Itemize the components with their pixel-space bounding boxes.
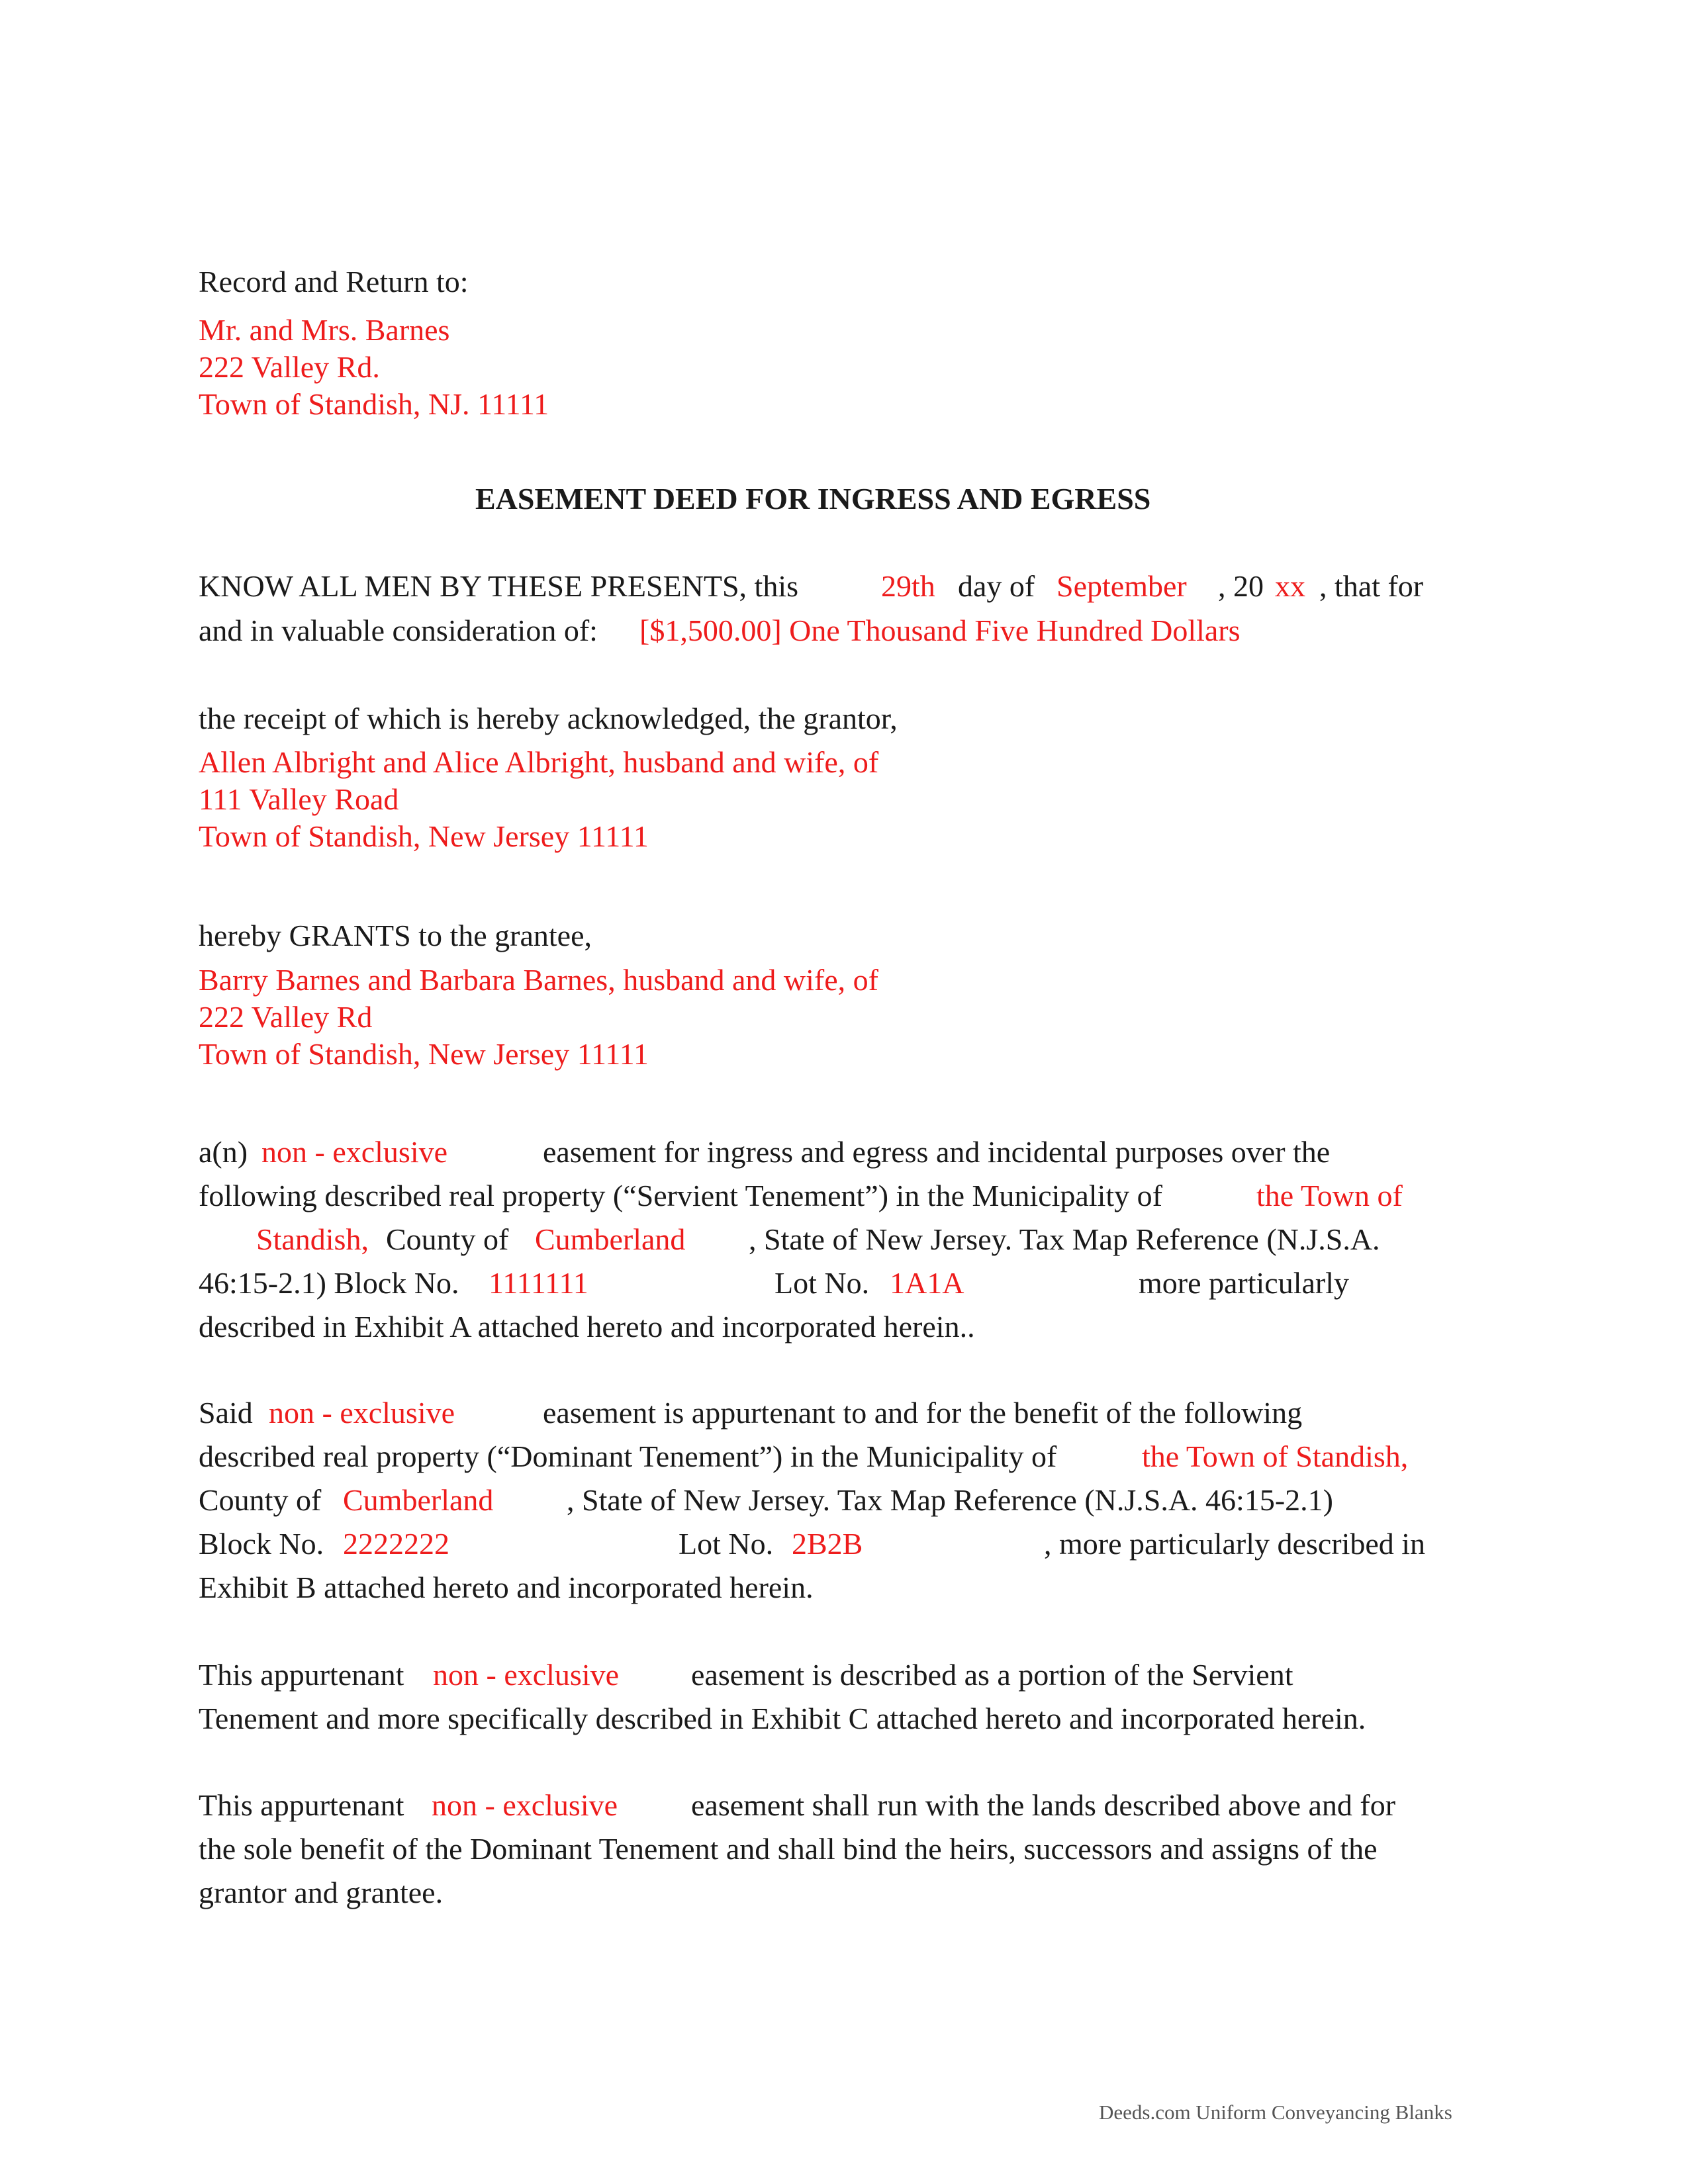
grantor-street: 111 Valley Road bbox=[199, 782, 399, 816]
intro-year-suffix: xx bbox=[1275, 569, 1305, 603]
consideration-label: and in valuable consideration of: bbox=[199, 614, 598, 647]
intro-day: 29th bbox=[881, 569, 935, 603]
return-street: 222 Valley Rd. bbox=[199, 350, 380, 384]
intro-day-of: day of bbox=[958, 569, 1035, 603]
servient-block: 1111111 bbox=[489, 1266, 588, 1300]
return-name: Mr. and Mrs. Barnes bbox=[199, 313, 450, 347]
dominant-lot-label: Lot No. bbox=[679, 1527, 774, 1561]
servient-more: more particularly bbox=[1139, 1266, 1350, 1300]
return-city: Town of Standish, NJ. 11111 bbox=[199, 387, 549, 421]
servient-exhibit: described in Exhibit A attached hereto and incorporated herein.. bbox=[199, 1310, 975, 1343]
intro-month: September bbox=[1056, 569, 1187, 603]
servient-county: Cumberland bbox=[535, 1222, 686, 1256]
servient-lot-label: Lot No. bbox=[774, 1266, 870, 1300]
intro-comma-20: , 20 bbox=[1218, 569, 1264, 603]
grants-text: hereby GRANTS to the grantee, bbox=[199, 919, 592, 952]
servient-municipality-b: Standish, bbox=[256, 1222, 369, 1256]
runs-text-3: grantor and grantee. bbox=[199, 1876, 444, 1909]
receipt-text: the receipt of which is hereby acknowledged, the grantor, bbox=[199, 702, 898, 735]
servient-block-label: 46:15-2.1) Block No. bbox=[199, 1266, 459, 1300]
deed-title: EASEMENT DEED FOR INGRESS AND EGRESS bbox=[475, 482, 1151, 516]
grantor-name: Allen Albright and Alice Albright, husband and wife, of bbox=[199, 745, 879, 779]
intro-that-for: , that for bbox=[1319, 569, 1424, 603]
servient-municipality-a: the Town of bbox=[1256, 1179, 1403, 1212]
portion-exclusivity: non - exclusive bbox=[433, 1658, 620, 1692]
dominant-prefix: Said bbox=[199, 1396, 253, 1430]
dominant-text-1: easement is appurtenant to and for the benefit of the following bbox=[543, 1396, 1303, 1430]
dominant-county: Cumberland bbox=[343, 1483, 494, 1517]
dominant-more: , more particularly described in bbox=[1044, 1527, 1426, 1561]
servient-prefix: a(n) bbox=[199, 1135, 248, 1169]
runs-text-1: easement shall run with the lands described above and for bbox=[691, 1788, 1396, 1822]
servient-county-label: County of bbox=[386, 1222, 509, 1256]
consideration-amount: [$1,500.00] One Thousand Five Hundred Dollars bbox=[639, 614, 1241, 647]
runs-text-2: the sole benefit of the Dominant Tenement and shall bind the heirs, successors and assigns of the bbox=[199, 1832, 1378, 1866]
grantee-city: Town of Standish, New Jersey 11111 bbox=[199, 1037, 649, 1071]
grantee-street: 222 Valley Rd bbox=[199, 1000, 373, 1034]
dominant-municipality: the Town of Standish, bbox=[1142, 1439, 1409, 1473]
portion-prefix: This appurtenant bbox=[199, 1658, 404, 1692]
grantee-name: Barry Barnes and Barbara Barnes, husband and wife, of bbox=[199, 963, 878, 997]
servient-exclusivity: non - exclusive bbox=[261, 1135, 448, 1169]
grantor-city: Town of Standish, New Jersey 11111 bbox=[199, 819, 649, 853]
runs-exclusivity: non - exclusive bbox=[432, 1788, 618, 1822]
portion-text-2: Tenement and more specifically described in Exhibit C attached hereto and incorporated herein. bbox=[199, 1702, 1366, 1735]
portion-text-1: easement is described as a portion of the Servient bbox=[691, 1658, 1293, 1692]
dominant-text-2: described real property (“Dominant Tenement”) in the Municipality of bbox=[199, 1439, 1057, 1473]
dominant-block: 2222222 bbox=[343, 1527, 449, 1561]
servient-lot: 1A1A bbox=[890, 1266, 964, 1300]
dominant-lot: 2B2B bbox=[792, 1527, 863, 1561]
runs-prefix: This appurtenant bbox=[199, 1788, 404, 1822]
footer-credit: Deeds.com Uniform Conveyancing Blanks bbox=[1099, 2101, 1452, 2124]
intro-know-all: KNOW ALL MEN BY THESE PRESENTS, this bbox=[199, 569, 799, 603]
dominant-block-label: Block No. bbox=[199, 1527, 324, 1561]
return-label: Record and Return to: bbox=[199, 265, 469, 298]
servient-state-text: , State of New Jersey. Tax Map Reference (N.J.S.A. bbox=[749, 1222, 1380, 1256]
dominant-exhibit: Exhibit B attached hereto and incorporated herein. bbox=[199, 1570, 814, 1604]
dominant-exclusivity: non - exclusive bbox=[269, 1396, 455, 1430]
dominant-county-label: County of bbox=[199, 1483, 322, 1517]
dominant-state-text: , State of New Jersey. Tax Map Reference (N.J.S.A. 46:15-2.1) bbox=[567, 1483, 1333, 1517]
servient-text-2: following described real property (“Servient Tenement”) in the Municipality of bbox=[199, 1179, 1162, 1212]
servient-text-1: easement for ingress and egress and incidental purposes over the bbox=[543, 1135, 1331, 1169]
